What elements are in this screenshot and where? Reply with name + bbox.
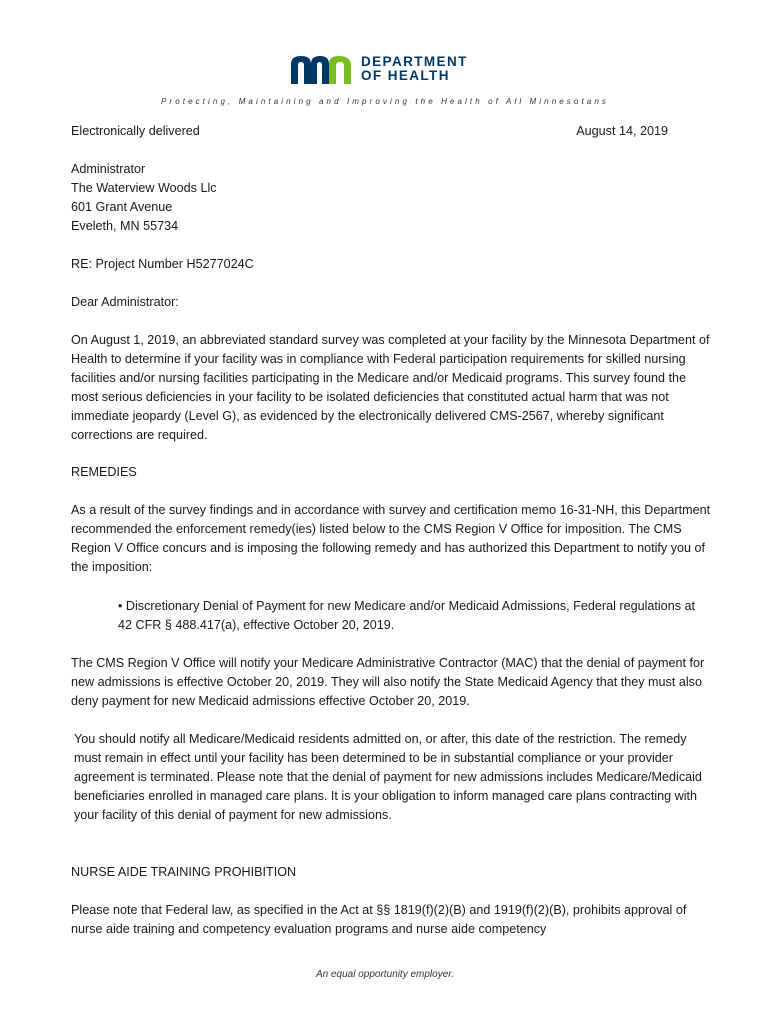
logo-wordmark bbox=[361, 55, 468, 83]
paragraph-cms-notice: The CMS Region V Office will notify your Medicare Administrative Contractor (MAC) that the denial of payment for new admissions is effective October 20, 2019. They will also notify the State Medicaid Agency that they must also deny payment for new Medicaid admissions effective October 20, 2019. bbox=[71, 656, 705, 708]
letter-date: August 14, 2019 bbox=[576, 124, 668, 138]
address-line: Administrator bbox=[71, 162, 146, 176]
address-line: Eveleth, MN 55734 bbox=[71, 219, 179, 233]
heading-remedies: REMEDIES bbox=[71, 465, 137, 479]
tagline: Protecting, Maintaining and Improving the Health of All Minnesotans bbox=[161, 97, 609, 106]
paragraph-remedies: As a result of the survey findings and in accordance with survey and certification memo 16-31-NH, this Department recommended the enforcement remedy(ies) listed below to the CMS Region V Office for imposition. The CMS Region V Office concurs and is imposing the following remedy and has authorized this Department to notify you of the imposition: bbox=[71, 503, 711, 574]
paragraph-survey: On August 1, 2019, an abbreviated standard survey was completed at your facility by the Minnesota Department of Health to determine if your facility was in compliance with Federal participation requirements for skilled nursing facilities and/or nursing facilities participating in the Medicare and/or Medicaid programs. This survey found the most serious deficiencies in your facility to be isolated deficiencies that constituted actual harm that was not immediate jeopardy (Level G), as evidenced by the electronically delivered CMS-2567, whereby significant corrections are required. bbox=[71, 333, 710, 442]
re-line: RE: Project Number H5277024C bbox=[71, 257, 254, 271]
logo-line-of-health: OF HEALTH bbox=[361, 68, 450, 83]
heading-nurse-aide: NURSE AIDE TRAINING PROHIBITION bbox=[71, 865, 297, 879]
recipient-address bbox=[71, 160, 711, 236]
mn-logo-icon bbox=[289, 54, 353, 84]
bullet-denial-of-payment: • Discretionary Denial of Payment for new Medicare and/or Medicaid Admissions, Federal regulations at 42 CFR § 488.417(a), effective October 20, 2019. bbox=[118, 599, 695, 632]
footer-equal-opportunity: An equal opportunity employer. bbox=[315, 969, 455, 980]
address-line: 601 Grant Avenue bbox=[71, 200, 173, 214]
delivery-method: Electronically delivered bbox=[71, 124, 200, 138]
salutation: Dear Administrator: bbox=[71, 295, 179, 309]
paragraph-resident-notice: You should notify all Medicare/Medicaid residents admitted on, or after, this date of the restriction. The remedy must remain in effect until your facility has been determined to be in substantial compliance or your provider agreement is terminated. Please note that the denial of payment for new admissions includes Medicare/Medicaid beneficiaries enrolled in managed care plans. It is your obligation to inform managed care plans contracting with your facility of this denial of payment for new admissions. bbox=[74, 732, 702, 822]
mdh-logo bbox=[289, 52, 489, 86]
paragraph-federal-law: Please note that Federal law, as specified in the Act at §§ 1819(f)(2)(B) and 1919(f)(2)(B), prohibits approval of nurse aide training and competency evaluation programs and nurse aide competency bbox=[71, 903, 687, 936]
address-line: The Waterview Woods Llc bbox=[71, 181, 217, 195]
logo-line-department: DEPARTMENT bbox=[361, 54, 468, 69]
